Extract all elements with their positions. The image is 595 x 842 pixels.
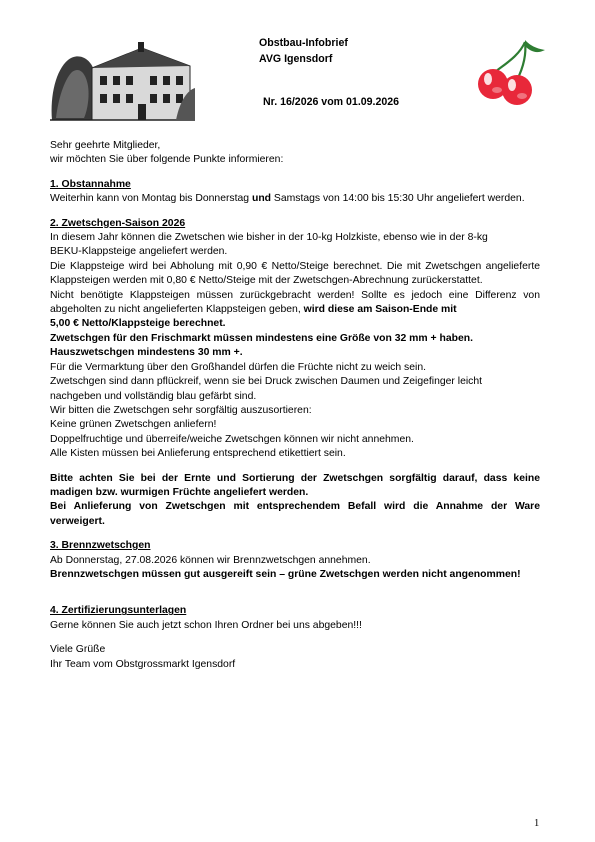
harvest-warning: Bitte achten Sie bei der Ernte und Sortierung der Zwetschgen sorgfältig darauf, dass keine madigen bzw. wurmigen Früchte angeliefert werden. — [50, 472, 540, 498]
rejection-warning: Bei Anlieferung von Zwetschgen mit entsprechendem Befall wird die Annahme der Ware verweigert. — [50, 501, 540, 527]
closing-signature: Ihr Team vom Obstgrossmarkt Igensdorf — [50, 658, 236, 670]
section-heading-obstannahme: 1. Obstannahme — [50, 178, 131, 190]
section-heading-brennzwetschgen: 3. Brennzwetschgen — [50, 540, 151, 552]
building-illustration — [50, 40, 195, 123]
hauszwetschgen-size-requirement: Hauszwetschgen mindestens 30 mm +. — [50, 347, 243, 359]
no-green-plums: Keine grünen Zwetschgen anliefern! — [50, 419, 217, 431]
klappsteige-pricing: Die Klappsteige wird bei Abholung mit 0,90 € Netto/Steige berechnet. Die mit Zwetschgen angelieferte Klappsteigen werden mit 0,80 € Netto/Steige mit der Zwetschgen-Abrechnung zurückerstattet. — [50, 260, 540, 287]
zwetschgen-kisten-line-2: BEKU-Klappsteige angeliefert werden. — [50, 246, 228, 258]
brennzwetschgen-date: Ab Donnerstag, 27.08.2026 können wir Brennzwetschgen annehmen. — [50, 554, 371, 566]
frischmarkt-size-requirement: Zwetschgen für den Frischmarkt müssen mindestens eine Größe von 32 mm + haben. — [50, 332, 473, 344]
organization-name: AVG Igensdorf — [259, 53, 333, 65]
greeting-line: Sehr geehrte Mitglieder, — [50, 140, 161, 151]
zertifizierung-text: Gerne können Sie auch jetzt schon Ihren Ordner bei uns abgeben!!! — [50, 619, 362, 631]
brennzwetschgen-requirement: Brennzwetschgen müssen gut ausgereift sein – grüne Zwetschgen werden nicht angenommen! — [50, 568, 521, 580]
closing-greeting: Viele Grüße — [50, 644, 106, 656]
pflueckreif-line-1: Zwetschgen sind dann pflückreif, wenn sie bei Druck zwischen Daumen und Zeigefinger leicht — [50, 376, 483, 388]
letter-body — [50, 139, 540, 672]
klappsteige-fee: 5,00 € Netto/Klappsteige berechnet. — [50, 318, 226, 330]
issue-number: Nr. 16/2026 vom 01.09.2026 — [263, 96, 400, 108]
newsletter-title: Obstbau-Infobrief — [259, 37, 348, 49]
zwetschgen-kisten-line-1: In diesem Jahr können die Zwetschen wie bisher in der 10-kg Holzkiste, ebenso wie in der 8-kg — [50, 232, 488, 244]
section-heading-zertifizierung: 4. Zertifizierungsunterlagen — [50, 605, 187, 617]
sorting-request: Wir bitten die Zwetschgen sehr sorgfältig auszusortieren: — [50, 404, 312, 416]
cherry-illustration — [475, 36, 555, 108]
grosshandel-note: Für die Vermarktung über den Großhandel dürfen die Früchte nicht zu weich sein. — [50, 361, 426, 373]
intro-line: wir möchten Sie über folgende Punkte informieren: — [50, 154, 284, 166]
no-double-fruits: Doppelfruchtige und überreife/weiche Zwetschgen können wir nicht annehmen. — [50, 433, 414, 445]
obstannahme-text: Weiterhin kann von Montag bis Donnerstag und Samstags von 14:00 bis 15:30 Uhr angeliefert werden. — [50, 193, 525, 205]
klappsteige-return-note: Nicht benötigte Klappsteigen müssen zurückgebracht werden! Sollte es jedoch eine Differenz von abgeholten zu nicht angelieferten Klappsteigen geben, wird diese am Saison-Ende mit — [50, 289, 540, 316]
section-heading-zwetschgen-saison: 2. Zwetschgen-Saison 2026 — [50, 217, 186, 229]
page-number: 1 — [534, 818, 540, 829]
pflueckreif-line-2: nachgeben und vollständig blau gefärbt sind. — [50, 390, 257, 402]
label-boxes-note: Alle Kisten müssen bei Anlieferung entsprechend etikettiert sein. — [50, 448, 346, 460]
